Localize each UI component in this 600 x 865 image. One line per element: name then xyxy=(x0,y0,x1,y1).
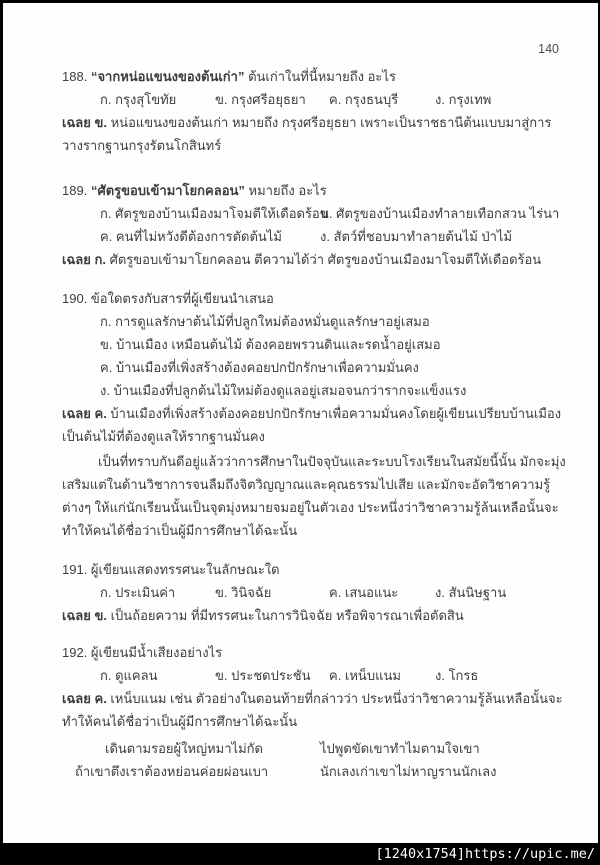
answer-label: เฉลย ก. xyxy=(62,252,106,267)
answer-text: เป็นถ้อยความ ที่มีทรรศนะในการวินิจฉัย หรือพิจารณาเพื่อตัดสิน xyxy=(107,608,464,623)
option-a: ก. ดูแคลน xyxy=(100,668,158,683)
question-title: ผู้เขียนมีน้ำเสียงอย่างไร xyxy=(87,645,223,660)
question-191-answer xyxy=(62,604,571,627)
answer-text: เหน็บแนม เช่น ตัวอย่างในตอนท้ายที่กล่าวว่า ประหนึ่งว่าวิชาความรู้ล้นเหลือนั้นจะทำให้คนได้ชื่อว่าเป็นผู้มีการศึกษาได้ฉะนั้น xyxy=(62,691,563,729)
question-192-answer xyxy=(62,687,571,733)
answer-text: หน่อแขนงของต้นเก่า หมายถึง กรุงศรีอยุธยา เพราะเป็นราชธานีต้นแบบมาสู่การวางรากฐานกรุงรัตนโกสินทร์ xyxy=(62,115,552,153)
poem-hemistich: ไปพูดขัดเขาทำไมตามใจเขา xyxy=(320,741,480,756)
question-188-answer xyxy=(62,111,571,157)
option-c: ค. กรุงธนบุรี xyxy=(329,92,399,107)
document-page xyxy=(3,3,598,843)
poem-line-1 xyxy=(105,737,571,760)
option-b: ข. วินิจฉัย xyxy=(215,585,272,600)
option-b: ข. ศัตรูของบ้านเมืองทำลายเทือกสวน ไร่นา xyxy=(320,206,560,221)
option-d: ง. สันนิษฐาน xyxy=(435,585,507,600)
poem-hemistich: ถ้าเขาตึงเราต้องหย่อนค่อยผ่อนเบา xyxy=(75,764,269,779)
poem-line-2 xyxy=(75,760,571,783)
question-189-options-row1 xyxy=(100,202,571,225)
question-title: ข้อใดตรงกับสารที่ผู้เขียนนำเสนอ xyxy=(87,291,274,306)
question-189-text xyxy=(62,179,571,202)
option-a: ก. ศัตรูของบ้านเมืองมาโจมตีให้เดือดร้อน xyxy=(100,206,329,221)
question-191 xyxy=(62,558,571,627)
answer-text: ศัตรูขอบเข้ามาโยกคลอน ตีความได้ว่า ศัตรูของบ้านเมืองมาโจมตีให้เดือดร้อน xyxy=(105,252,542,267)
answer-text: บ้านเมืองที่เพิ่งสร้างต้องคอยปกปักรักษาเพื่อความมั่นคงโดยผู้เขียนเปรียบบ้านเมืองเป็นต้นไม้ที่ต้องดูแลให้รากฐานมั่นคง xyxy=(62,406,562,444)
option-c: ค. เหน็บแนม xyxy=(329,668,401,683)
answer-label: เฉลย ข. xyxy=(62,115,107,130)
question-190-options xyxy=(100,310,571,402)
question-quote: “ศัตรูขอบเข้ามาโยกคลอน” xyxy=(90,183,245,198)
question-tail: หมายถึง อะไร xyxy=(244,183,327,198)
option-a: ก. การดูแลรักษาต้นไม้ที่ปลูกใหม่ต้องหมั่นดูแลรักษาอยู่เสมอ xyxy=(100,314,430,329)
question-191-text xyxy=(62,558,571,581)
page-number: 140 xyxy=(538,42,559,56)
question-188-options xyxy=(100,88,571,111)
option-a: ก. กรุงสุโขทัย xyxy=(100,92,177,107)
question-192-options xyxy=(100,664,571,687)
option-c: ค. บ้านเมืองที่เพิ่งสร้างต้องคอยปกปักรักษาเพื่อความมั่นคง xyxy=(100,360,419,375)
question-188-text xyxy=(62,65,571,88)
answer-label: เฉลย ค. xyxy=(62,691,107,706)
question-190-answer xyxy=(62,402,571,448)
watermark-bar xyxy=(0,843,600,865)
question-189 xyxy=(62,179,571,271)
question-191-options xyxy=(100,581,571,604)
question-188 xyxy=(62,65,571,157)
question-number: 190. xyxy=(62,291,88,306)
option-d: ง. สัตว์ที่ชอบมาทำลายต้นไม้ ป่าไม้ xyxy=(320,229,513,244)
option-b: ข. กรุงศรีอยุธยา xyxy=(215,92,306,107)
option-b: ข. ประชดประชัน xyxy=(215,668,311,683)
answer-label: เฉลย ข. xyxy=(62,608,107,623)
poem-block xyxy=(62,737,571,783)
option-c: ค. คนที่ไม่หวังดีต้องการตัดต้นไม้ xyxy=(100,229,282,244)
watermark-text: [1240x1754]https://upic.me/ xyxy=(375,846,595,862)
option-d: ง. โกรธ xyxy=(435,668,479,683)
option-c: ค. เสนอแนะ xyxy=(329,585,399,600)
question-number: 191. xyxy=(62,562,88,577)
reading-passage: เป็นที่ทราบกันดีอยู่แล้วว่าการศึกษาในปัจจุบันและระบบโรงเรียนในสมัยนี้นั้น มักจะมุ่งเสริมแต่ในด้านวิชาการจนลืมถึงจิตวิญญาณและคุณธรรมไปเสีย และมักจะอัดวิชาความรู้ต่างๆ ให้แก่นักเรียนนั้นเป็นจุดมุ่งหมายจมอยู่ในตัวเอง ประหนึ่งว่าวิชาความรู้ล้นเหลือนั้นจะทำให้คนได้ชื่อว่าเป็นผู้มีการศึกษาได้ฉะนั้น xyxy=(62,454,566,538)
question-192-text xyxy=(62,641,571,664)
question-number: 189. xyxy=(62,183,88,198)
answer-label: เฉลย ค. xyxy=(62,406,107,421)
option-d: ง. กรุงเทพ xyxy=(435,92,492,107)
option-b: ข. บ้านเมือง เหมือนต้นไม้ ต้องคอยพรวนดินและรดน้ำอยู่เสมอ xyxy=(100,337,441,352)
option-a: ก. ประเมินค่า xyxy=(100,585,176,600)
poem-hemistich: เดินตามรอยผู้ใหญ่หมาไม่กัด xyxy=(105,741,263,756)
question-tail: ต้นเก่าในที่นี้หมายถึง อะไร xyxy=(244,69,396,84)
question-title: ผู้เขียนแสดงทรรศนะในลักษณะใด xyxy=(87,562,280,577)
question-quote: “จากหน่อแขนงของต้นเก่า” xyxy=(90,69,245,84)
question-192 xyxy=(62,641,571,733)
question-190 xyxy=(62,287,571,448)
question-189-answer xyxy=(62,248,571,271)
question-190-text xyxy=(62,287,571,310)
question-number: 188. xyxy=(62,69,88,84)
poem-hemistich: นักเลงเก่าเขาไม่หาญรานนักเลง xyxy=(320,764,497,779)
question-189-options-row2 xyxy=(100,225,571,248)
option-d: ง. บ้านเมืองที่ปลูกต้นไม้ใหม่ต้องดูแลอยู่เสมอจนกว่ารากจะแข็งแรง xyxy=(100,383,467,398)
question-number: 192. xyxy=(62,645,88,660)
